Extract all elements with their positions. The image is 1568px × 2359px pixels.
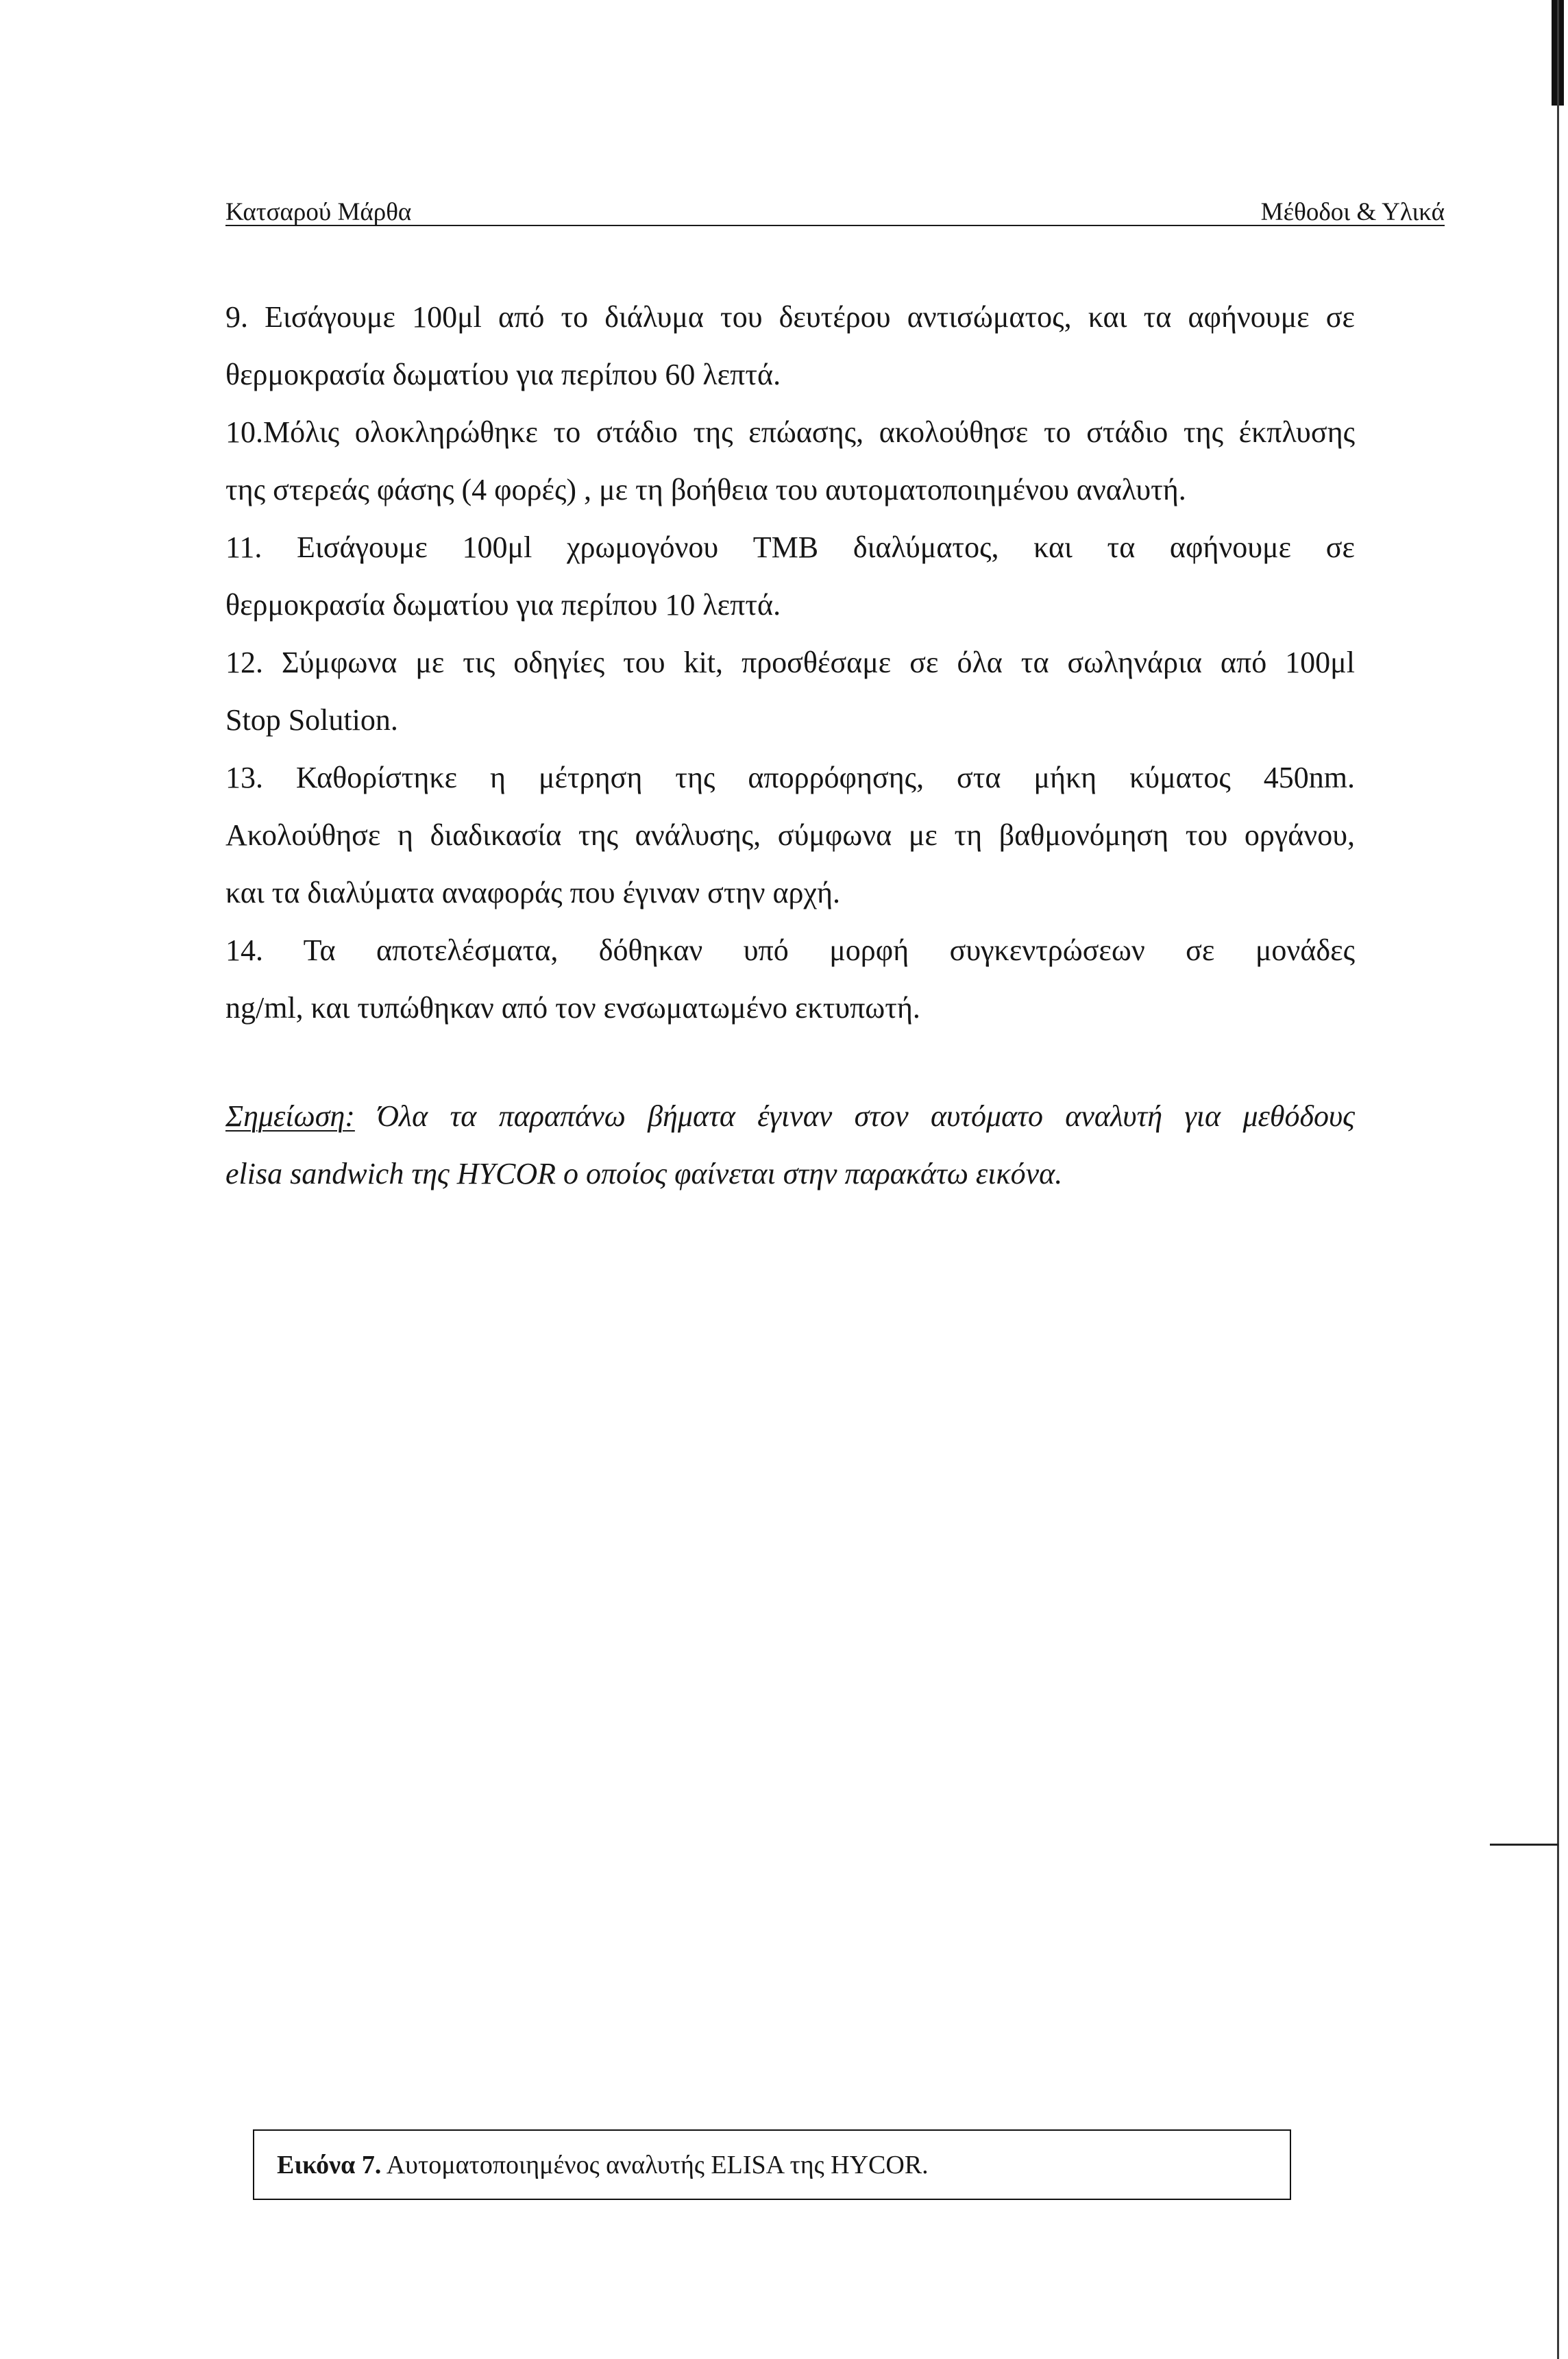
scan-edge-line (1557, 0, 1559, 2359)
step-item-14 (225, 922, 1355, 1037)
step-line: θερμοκρασία δωματίου για περίπου 60 λεπτά. (225, 358, 781, 391)
note-line: elisa sandwich της HYCOR ο οποίος φαίνεται στην παρακάτω εικόνα. (225, 1157, 1063, 1190)
step-line: Stop Solution. (225, 703, 398, 737)
step-line: 14. Τα αποτελέσματα, δόθηκαν υπό μορφή συγκεντρώσεων σε μονάδες (225, 933, 1355, 967)
step-line: 9. Εισάγουμε 100μl από το διάλυμα του δευτέρου αντισώματος, και τα αφήνουμε σε (225, 300, 1355, 334)
step-line: 12. Σύμφωνα με τις οδηγίες του kit, προσθέσαμε σε όλα τα σωληνάρια από 100μl (225, 646, 1355, 679)
step-item-10 (225, 404, 1355, 519)
note-text: Όλα τα παραπάνω βήματα έγιναν στον αυτόματο αναλυτή για μεθόδους (377, 1099, 1356, 1133)
step-line: 11. Εισάγουμε 100μl χρωμογόνου TMB διαλύματος, και τα αφήνουμε σε (225, 530, 1355, 564)
step-line: Ακολούθησε η διαδικασία της ανάλυσης, σύμφωνα με τη βαθμονόμηση του οργάνου, (225, 818, 1355, 852)
note-line (225, 1088, 1355, 1145)
step-line: θερμοκρασία δωματίου για περίπου 10 λεπτά. (225, 588, 781, 622)
figure-caption-label: Εικόνα 7. (277, 2150, 382, 2179)
step-item-13 (225, 749, 1355, 922)
note-label: Σημείωση: (225, 1099, 355, 1133)
procedure-steps (225, 289, 1355, 1037)
figure-caption-text: Αυτοματοποιημένος αναλυτής ELISA της HYCOR. (386, 2150, 929, 2179)
step-item-11 (225, 519, 1355, 634)
header-author: Κατσαρού Μάρθα (225, 198, 412, 226)
step-item-12 (225, 634, 1355, 749)
step-line: ng/ml, και τυπώθηκαν από τον ενσωματωμένο εκτυπωτή. (225, 991, 920, 1025)
figure-caption-box (253, 2129, 1291, 2200)
running-header (225, 200, 1445, 226)
step-item-9 (225, 289, 1355, 404)
step-line: της στερεάς φάσης (4 φορές) , με τη βοήθεια του αυτοματοποιημένου αναλυτή. (225, 473, 1186, 506)
step-line: και τα διαλύματα αναφοράς που έγιναν στην αρχή. (225, 876, 841, 909)
scan-dash-mark (1490, 1844, 1558, 1846)
step-line: 10.Μόλις ολοκληρώθηκε το στάδιο της επώασης, ακολούθησε το στάδιο της έκπλυσης (225, 415, 1355, 449)
note-paragraph (225, 1088, 1355, 1203)
step-line: 13. Καθορίστηκε η μέτρηση της απορρόφησης, στα μήκη κύματος 450nm. (225, 761, 1355, 794)
figure-caption (254, 2150, 929, 2180)
header-section: Μέθοδοι & Υλικά (1260, 198, 1445, 226)
